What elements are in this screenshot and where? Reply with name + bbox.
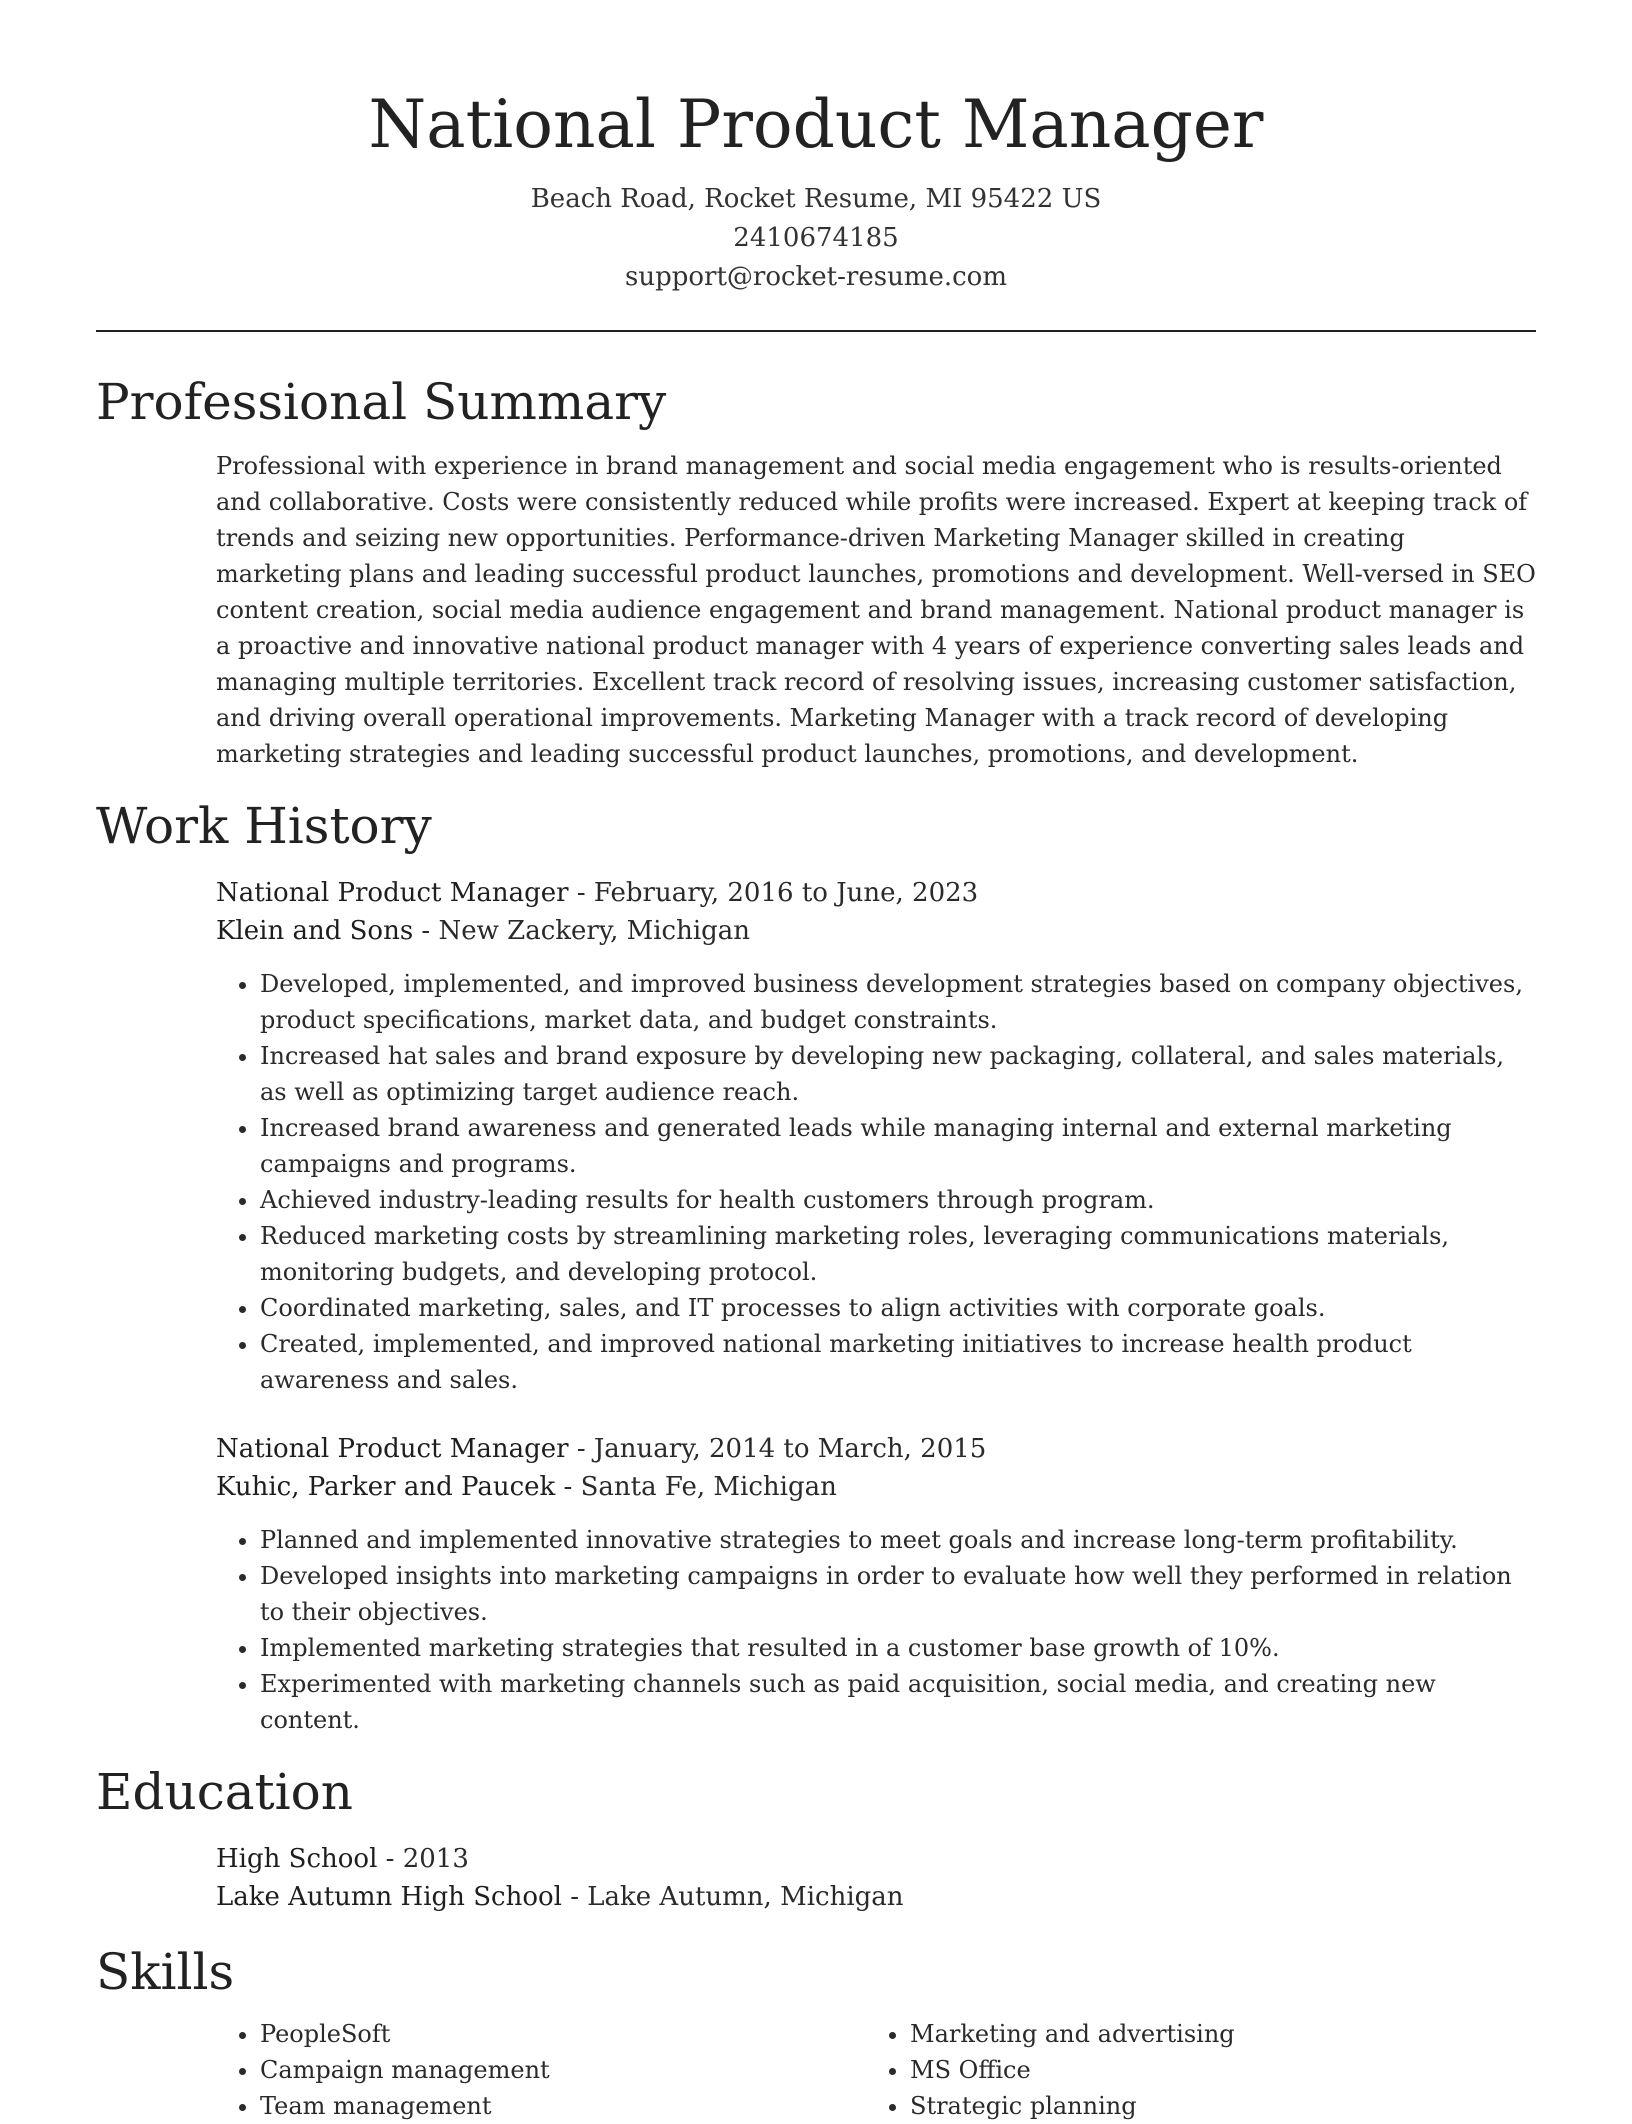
job-company-line: [216, 1468, 1536, 1506]
page-title: National Product Manager: [368, 86, 1264, 163]
job-company: Klein and Sons: [216, 916, 414, 946]
education-degree-line: [216, 1840, 1536, 1878]
contact-info: [96, 180, 1536, 297]
resume-header: [96, 0, 1536, 297]
list-item: • Implemented marketing strategies that resulted in a customer base growth of 10%.: [260, 1630, 1536, 1666]
list-item: • Developed insights into marketing campaigns in order to evaluate how well they performed in relation to their objectives.: [260, 1558, 1536, 1630]
list-item: • Increased brand awareness and generated leads while managing internal and external marketing campaigns and programs.: [260, 1110, 1536, 1182]
job-role: National Product Manager: [216, 1434, 569, 1464]
job-dates: - February, 2016 to June, 2023: [568, 878, 979, 908]
education-year: - 2013: [377, 1844, 469, 1874]
skills-list-left: [216, 2016, 866, 2124]
job-title-line: [216, 1430, 1536, 1468]
work-section: [96, 794, 1536, 1738]
contact-email: support@rocket-resume.com: [624, 262, 1007, 292]
list-item: • Marketing and advertising: [910, 2016, 1516, 2052]
section-title-skills: Skills: [96, 1943, 235, 2001]
education-school-line: [216, 1878, 1536, 1916]
summary-section: [96, 370, 1536, 772]
job-entry: [216, 874, 1536, 1398]
skills-section: [96, 1940, 1536, 2124]
job-company: Kuhic, Parker and Paucek: [216, 1472, 556, 1502]
skills-column-left: [216, 2016, 866, 2124]
list-item: • Coordinated marketing, sales, and IT processes to align activities with corporate goals.: [260, 1290, 1536, 1326]
skills-grid: [216, 2016, 1536, 2124]
job-dates: - January, 2014 to March, 2015: [568, 1434, 987, 1464]
section-title-education: Education: [96, 1763, 353, 1821]
job-location: - New Zackery, Michigan: [413, 916, 751, 946]
contact-phone: 2410674185: [733, 223, 899, 253]
job-location: - Santa Fe, Michigan: [555, 1472, 837, 1502]
list-item: • Campaign management: [260, 2052, 866, 2088]
list-item: • Achieved industry-leading results for health customers through program.: [260, 1182, 1536, 1218]
list-item: • Reduced marketing costs by streamlining marketing roles, leveraging communications materials, monitoring budgets, and developing protocol.: [260, 1218, 1536, 1290]
list-item: • Created, implemented, and improved national marketing initiatives to increase health product awareness and sales.: [260, 1326, 1536, 1398]
job-bullets: [216, 1522, 1536, 1738]
job-company-line: [216, 912, 1536, 950]
job-title-line: [216, 874, 1536, 912]
summary-text: Professional with experience in brand management and social media engagement who is results-oriented and collaborative. Costs were consistently reduced while profits were increased. Expert at keeping track of trends and seizing new opportunities. Performance-driven Marketing Manager skilled in creating marketing plans and leading successful product launches, promotions and development. Well-versed in SEO content creation, social media audience engagement and brand management. National product manager is a proactive and innovative national product manager with 4 years of experience converting sales leads and managing multiple territories. Excellent track record of resolving issues, increasing customer satisfaction, and driving overall operational improvements. Marketing Manager with a track record of developing marketing strategies and leading successful product launches, promotions, and development.: [216, 452, 1536, 768]
skills-column-right: [866, 2016, 1516, 2124]
header-divider: [96, 330, 1536, 332]
resume-page: [96, 0, 1536, 2124]
list-item: • Team management: [260, 2088, 866, 2124]
list-item: • Developed, implemented, and improved business development strategies based on company objectives, product specifications, market data, and budget constraints.: [260, 966, 1536, 1038]
skills-list-right: [866, 2016, 1516, 2124]
education-school: Lake Autumn High School: [216, 1882, 562, 1912]
education-section: [96, 1760, 1536, 1916]
contact-address: Beach Road, Rocket Resume, MI 95422 US: [530, 184, 1102, 214]
list-item: • PeopleSoft: [260, 2016, 866, 2052]
job-entry: [216, 1430, 1536, 1738]
list-item: • MS Office: [910, 2052, 1516, 2088]
section-title-work: Work History: [96, 797, 432, 855]
list-item: • Increased hat sales and brand exposure by developing new packaging, collateral, and sales materials, as well as optimizing target audience reach.: [260, 1038, 1536, 1110]
section-title-summary: Professional Summary: [96, 373, 667, 431]
list-item: • Experimented with marketing channels such as paid acquisition, social media, and creating new content.: [260, 1666, 1536, 1738]
list-item: • Strategic planning: [910, 2088, 1516, 2124]
list-item: • Planned and implemented innovative strategies to meet goals and increase long-term profitability.: [260, 1522, 1536, 1558]
job-bullets: [216, 966, 1536, 1398]
job-role: National Product Manager: [216, 878, 569, 908]
education-degree: High School: [216, 1844, 378, 1874]
education-location: - Lake Autumn, Michigan: [561, 1882, 904, 1912]
